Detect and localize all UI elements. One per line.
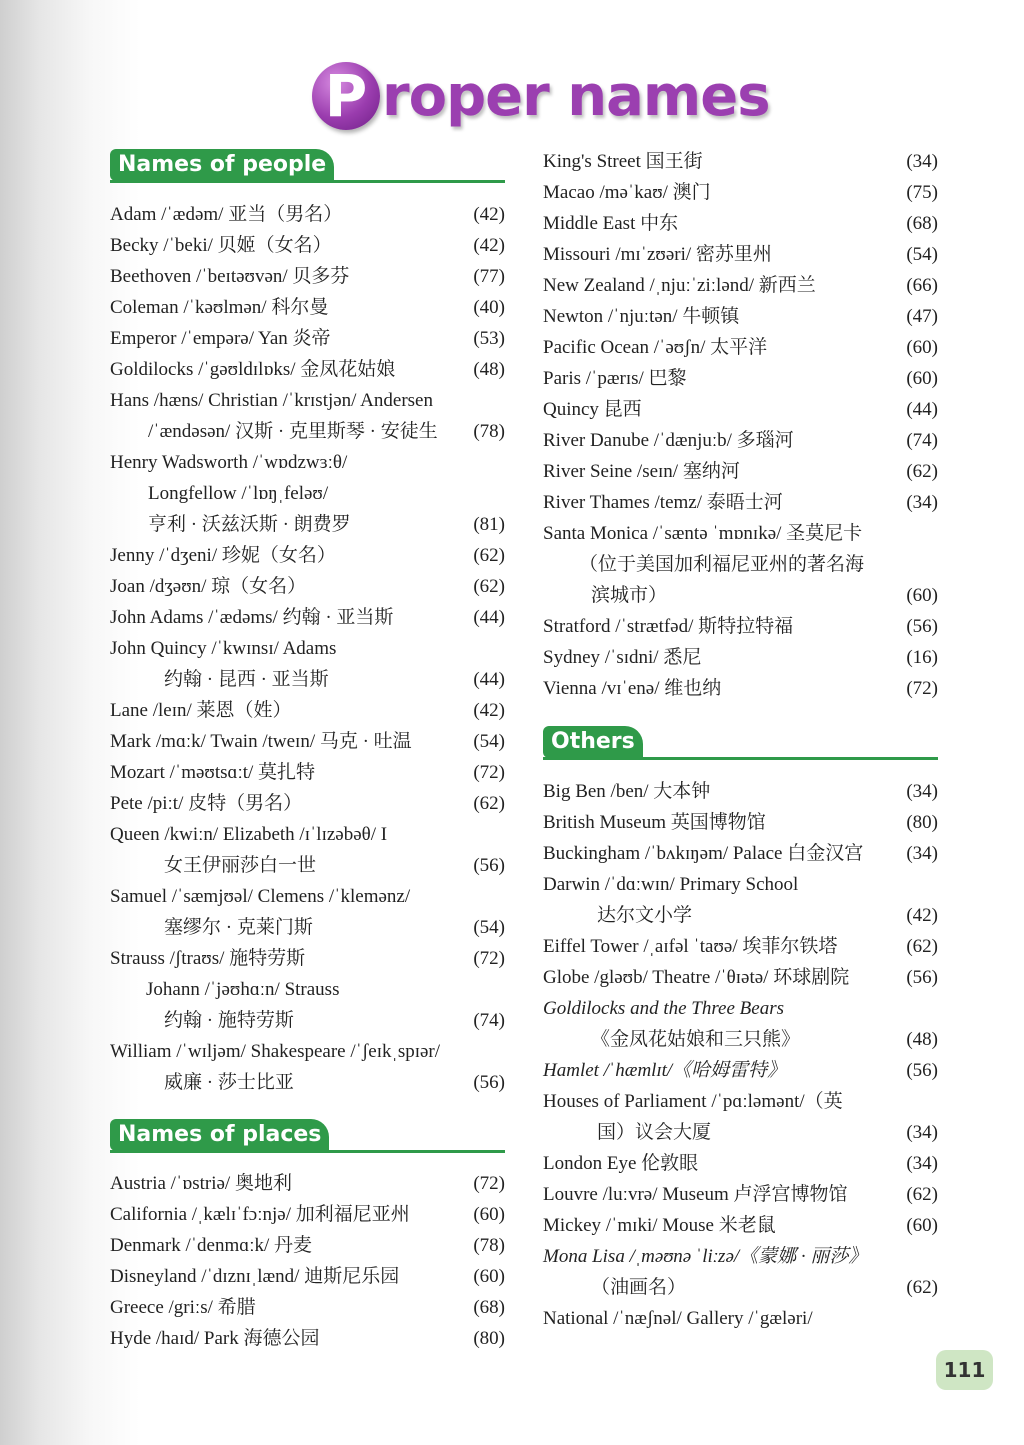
list-item: Newton /ˈnjuːtən/ 牛顿镇 (47): [543, 306, 938, 327]
list-item: Big Ben /ben/ 大本钟 (34): [543, 781, 938, 802]
list-item: London Eye 伦敦眼 (34): [543, 1153, 938, 1174]
list-item: Missouri /mɪˈzʊəri/ 密苏里州 (54): [543, 244, 938, 265]
list-item: Hyde /haɪd/ Park 海德公园 (80): [110, 1328, 505, 1349]
list-item: National /ˈnæʃnəl/ Gallery /ˈgæləri/: [543, 1308, 813, 1329]
list-item: Jenny /ˈdʒeni/ 珍妮（女名） (62): [110, 545, 505, 566]
list-item: Mozart /ˈməʊtsɑːt/ 莫扎特 (72): [110, 762, 505, 783]
section-rule: [543, 757, 938, 760]
list-item-continuation: 约翰 · 昆西 · 亚当斯 (44): [164, 669, 505, 690]
list-item-continuation: 亨利 · 沃兹沃斯 · 朗费罗 (81): [148, 514, 505, 535]
list-item: Globe /gləʊb/ Theatre /ˈθɪətə/ 环球剧院 (56): [543, 967, 938, 988]
list-item: Houses of Parliament /ˈpɑːləmənt/（英: [543, 1091, 843, 1112]
list-item: Middle East 中东 (68): [543, 213, 938, 234]
list-item: Paris /ˈpærɪs/ 巴黎 (60): [543, 368, 938, 389]
list-item: Becky /ˈbeki/ 贝姬（女名） (42): [110, 235, 505, 256]
list-item: Buckingham /ˈbʌkɪŋəm/ Palace 白金汉宫 (34): [543, 843, 938, 864]
list-item: Goldilocks /ˈgəʊldɪlɒks/ 金凤花姑娘 (48): [110, 359, 505, 380]
page-number-badge: 111: [936, 1350, 993, 1390]
list-item: John Quincy /ˈkwɪnsɪ/ Adams: [110, 638, 337, 659]
page-title: [312, 58, 770, 134]
list-item: Mona Lisa /ˌməʊnə ˈliːzə/《蒙娜 · 丽莎》: [543, 1246, 868, 1267]
list-item-continuation: （位于美国加利福尼亚州的著名海: [579, 554, 865, 575]
section-rule: [110, 1150, 505, 1153]
list-item-continuation: 约翰 · 施特劳斯 (74): [164, 1010, 505, 1031]
list-item: Greece /griːs/ 希腊 (68): [110, 1297, 505, 1318]
list-item: Joan /dʒəʊn/ 琼（女名） (62): [110, 576, 505, 597]
list-item: Coleman /ˈkəʊlmən/ 科尔曼 (40): [110, 297, 505, 318]
list-item-continuation: /ˈændəsən/ 汉斯 · 克里斯琴 · 安徒生 (78): [148, 421, 505, 442]
section-title-others: Others: [543, 726, 643, 758]
list-item: British Museum 英国博物馆 (80): [543, 812, 938, 833]
list-item: Samuel /ˈsæmjʊəl/ Clemens /ˈklemənz/: [110, 886, 411, 907]
list-item: Pacific Ocean /ˈəʊʃn/ 太平洋 (60): [543, 337, 938, 358]
list-item: Vienna /vɪˈenə/ 维也纳 (72): [543, 678, 938, 699]
list-item: Santa Monica /ˈsæntə ˈmɒnɪkə/ 圣莫尼卡: [543, 523, 863, 544]
section-header-places: [110, 1119, 505, 1153]
title-text: roper names: [382, 63, 770, 129]
list-item: Hans /hæns/ Christian /ˈkrɪstjən/ Andersen: [110, 390, 433, 411]
section-rule: [110, 180, 505, 183]
list-item-continuation: Johann /ˈjəʊhɑːn/ Strauss: [146, 979, 340, 1000]
list-item: River Danube /ˈdænjuːb/ 多瑙河 (74): [543, 430, 938, 451]
people-list: [110, 199, 505, 1098]
list-item: Strauss /ʃtraʊs/ 施特劳斯 (72): [110, 948, 505, 969]
list-item-continuation: 威廉 · 莎士比亚 (56): [164, 1072, 505, 1093]
list-item: William /ˈwɪljəm/ Shakespeare /ˈʃeɪkˌspɪər/: [110, 1041, 441, 1062]
list-item: Hamlet /ˈhæmlɪt/《哈姆雷特》 (56): [543, 1060, 938, 1081]
list-item: Mark /mɑːk/ Twain /tweɪn/ 马克 · 吐温 (54): [110, 731, 505, 752]
list-item: Pete /piːt/ 皮特（男名） (62): [110, 793, 505, 814]
list-item: Quincy 昆西 (44): [543, 399, 938, 420]
title-initial-badge: P: [312, 62, 380, 130]
list-item-continuation: 国）议会大厦 (34): [597, 1122, 938, 1143]
section-header-people: [110, 149, 505, 183]
list-item: Adam /ˈædəm/ 亚当（男名） (42): [110, 204, 505, 225]
list-item-continuation: 滨城市） (60): [591, 585, 938, 606]
list-item: California /ˌkælɪˈfɔːnjə/ 加利福尼亚州 (60): [110, 1204, 505, 1225]
section-title-places: Names of places: [110, 1119, 329, 1151]
list-item: Darwin /ˈdɑːwɪn/ Primary School: [543, 874, 799, 895]
section-title-people: Names of people: [110, 149, 334, 181]
list-item: Mickey /ˈmɪki/ Mouse 米老鼠 (60): [543, 1215, 938, 1236]
list-item: Sydney /ˈsɪdni/ 悉尼 (16): [543, 647, 938, 668]
list-item: Goldilocks and the Three Bears: [543, 998, 784, 1019]
list-item: Stratford /ˈstrætfəd/ 斯特拉特福 (56): [543, 616, 938, 637]
list-item: Beethoven /ˈbeɪtəʊvən/ 贝多芬 (77): [110, 266, 505, 287]
list-item-continuation: 女王伊丽莎白一世 (56): [164, 855, 505, 876]
list-item: River Thames /temz/ 泰晤士河 (34): [543, 492, 938, 513]
list-item: Emperor /ˈempərə/ Yan 炎帝 (53): [110, 328, 505, 349]
list-item-continuation: （油画名） (62): [591, 1277, 938, 1298]
list-item-continuation: 塞缪尔 · 克莱门斯 (54): [164, 917, 505, 938]
section-header-others: [543, 726, 938, 760]
places-list-right: [543, 146, 938, 704]
list-item-continuation: 《金凤花姑娘和三只熊》 (48): [591, 1029, 938, 1050]
list-item: John Adams /ˈædəms/ 约翰 · 亚当斯 (44): [110, 607, 505, 628]
others-list: [543, 776, 938, 1334]
list-item: River Seine /seɪn/ 塞纳河 (62): [543, 461, 938, 482]
list-item: Lane /leɪn/ 莱恩（姓） (42): [110, 700, 505, 721]
list-item: Louvre /luːvrə/ Museum 卢浮宫博物馆 (62): [543, 1184, 938, 1205]
list-item: Austria /ˈɒstriə/ 奥地利 (72): [110, 1173, 505, 1194]
list-item: Macao /məˈkaʊ/ 澳门 (75): [543, 182, 938, 203]
list-item-continuation: Longfellow /ˈlɒŋˌfeləʊ/: [148, 483, 329, 504]
places-list-left: [110, 1168, 505, 1354]
list-item-continuation: 达尔文小学 (42): [597, 905, 938, 926]
list-item: Disneyland /ˈdɪznɪˌlænd/ 迪斯尼乐园 (60): [110, 1266, 505, 1287]
list-item: Henry Wadsworth /ˈwɒdzwɜːθ/: [110, 452, 348, 473]
list-item: Queen /kwiːn/ Elizabeth /ɪˈlɪzəbəθ/ I: [110, 824, 388, 845]
list-item: Denmark /ˈdenmɑːk/ 丹麦 (78): [110, 1235, 505, 1256]
list-item: New Zealand /ˌnjuːˈziːlənd/ 新西兰 (66): [543, 275, 938, 296]
list-item: Eiffel Tower /ˌaɪfəl ˈtaʊə/ 埃菲尔铁塔 (62): [543, 936, 938, 957]
list-item: King's Street 国王街 (34): [543, 151, 938, 172]
